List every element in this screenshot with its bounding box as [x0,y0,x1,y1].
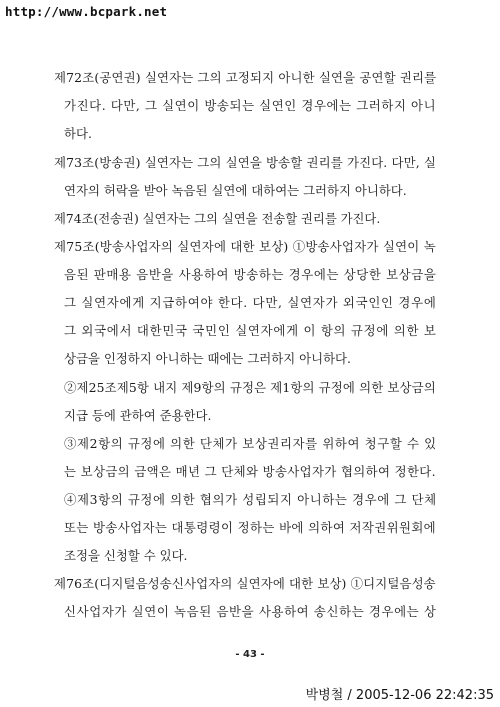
text-line: 상금을 인정하지 아니하는 때에는 그러하지 아니하다. [64,351,351,366]
text-line: 또는 방송사업자는 대통령령이 정하는 바에 의하여 저작권위원회에 [64,520,437,535]
text-line: 조정을 신청할 수 있다. [64,548,188,563]
text-line: ②제25조제5항 내지 제9항의 규정은 제1항의 규정에 의한 보상금의 [64,380,436,395]
text-line: ③제2항의 규정에 의한 단체가 보상권리자를 위하여 청구할 수 있 [64,436,437,451]
text-line: 그 실연자에게 지급하여야 한다. 다만, 실연자가 외국인인 경우에 [64,295,437,310]
text-line: 하다. [64,126,92,141]
text-line: 제72조(공연권) 실연자는 그의 고정되지 아니한 실연을 공연할 권리를 [54,70,437,85]
text-line: 가진다. 다만, 그 실연이 방송되는 실연인 경우에는 그러하지 아니 [64,98,437,113]
text-line: ④제3항의 규정에 의한 협의가 성립되지 아니하는 경우에 그 단체 [64,492,437,507]
text-line: 신사업자가 실연이 녹음된 음반을 사용하여 송신하는 경우에는 상 [64,604,437,619]
text-line: 제76조(디지털음성송신사업자의 실연자에 대한 보상) ①디지털음성송 [54,576,436,591]
text-line: 그 외국에서 대한민국 국민인 실연자에게 이 항의 규정에 의한 보 [64,323,437,338]
text-line: 제75조(방송사업자의 실연자에 대한 보상) ①방송사업자가 실연이 녹 [54,239,436,254]
text-line: 음된 판매용 음반을 사용하여 방송하는 경우에는 상당한 보상금을 [64,267,437,282]
text-line: 연자의 허락을 받아 녹음된 실연에 대하여는 그러하지 아니하다. [64,183,407,198]
watermark: http://www.bcpark.net [5,4,168,19]
page-number: - 43 - [235,649,265,660]
footer-author-timestamp: 박병철 / 2005-12-06 22:42:35 [305,688,494,703]
text-line: 제73조(방송권) 실연자는 그의 실연을 방송할 권리를 가진다. 다만, 실 [54,155,437,170]
text-line: 제74조(전송권) 실연자는 그의 실연을 전송할 권리를 가진다. [54,212,381,226]
text-line: 지급 등에 관하여 준용한다. [64,408,212,423]
text-line: 는 보상금의 금액은 매년 그 단체와 방송사업자가 협의하여 정한다. [64,464,436,479]
